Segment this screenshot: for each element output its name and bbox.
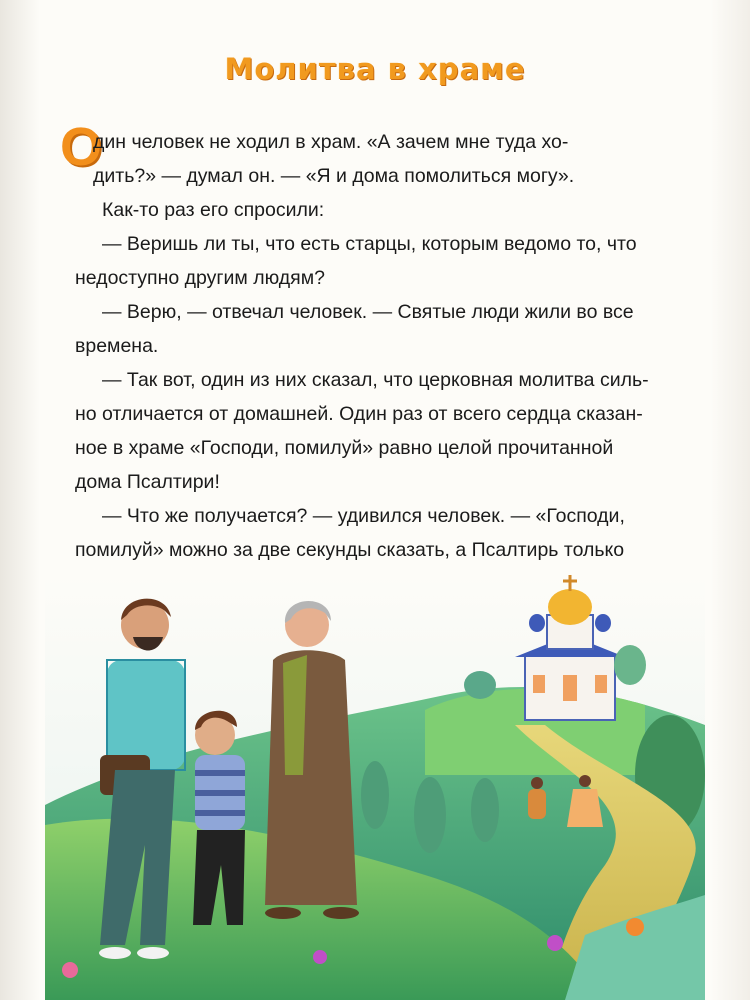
- text-line: дить?» — думал он. — «Я и дома помолиться могу».: [93, 165, 575, 187]
- text-line: — Так вот, один из них сказал, что церковная молитва силь-: [102, 369, 649, 391]
- text-line: — Верю, — отвечал человек. — Святые люди жили во все: [102, 301, 634, 323]
- text-line: — Что же получается? — удивился человек. — «Господи,: [102, 505, 625, 527]
- text-line: недоступно другим людям?: [75, 267, 325, 289]
- text-line: дома Псалтири!: [75, 471, 220, 493]
- text-line: но отличается от домашней. Один раз от всего сердца сказан-: [75, 403, 643, 425]
- text-line: времена.: [75, 335, 159, 357]
- text-line: Как-то раз его спросили:: [102, 199, 325, 221]
- text-line: помилуй» можно за две секунды сказать, а Псалтирь только: [75, 539, 625, 561]
- family-walking-to-church-illustration: [45, 575, 705, 1000]
- scarf: [283, 655, 307, 775]
- page-title: Молитва в храме: [224, 52, 526, 86]
- text-line: дин человек не ходил в храм. «А зачем мне туда хо-: [93, 131, 569, 153]
- drop-cap: О: [60, 117, 103, 177]
- text-line: — Веришь ли ты, что есть старцы, которым ведомо то, что: [102, 233, 637, 255]
- text-line: ное в храме «Господи, помилуй» равно целой прочитанной: [75, 437, 614, 459]
